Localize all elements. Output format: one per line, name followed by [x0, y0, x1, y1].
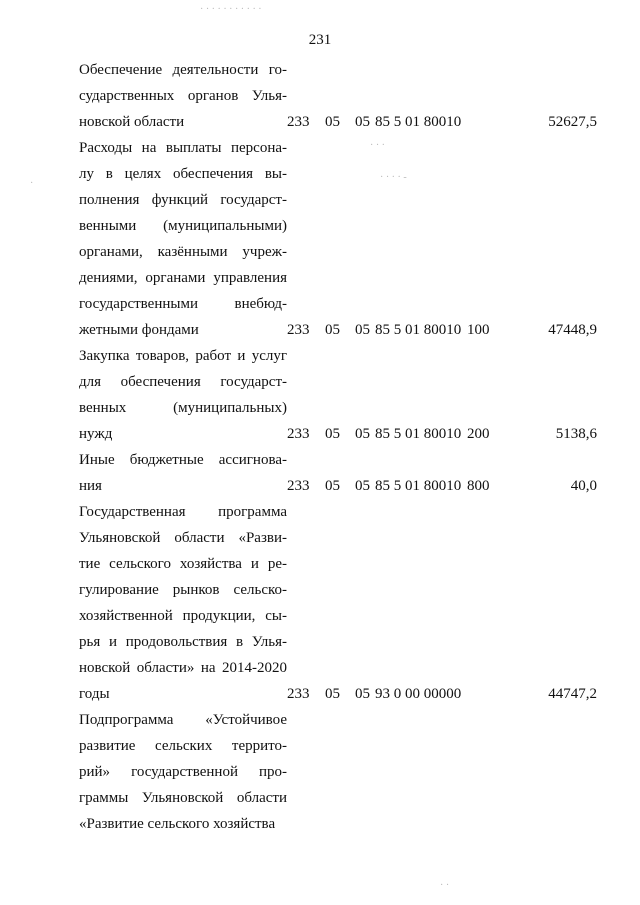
ministry-code: 233 — [287, 114, 310, 130]
row-description — [79, 707, 287, 837]
description-line: гулирование рынков сельско- — [79, 582, 287, 598]
description-line: сударственных органов Улья- — [79, 88, 287, 104]
section-code — [325, 707, 355, 837]
description-line: нужд — [79, 426, 113, 442]
description-line: государственными внебюд- — [79, 296, 287, 312]
scan-artifact: · · · — [370, 140, 385, 151]
subsection-code: 05 — [355, 322, 370, 338]
section-code: 05 — [325, 478, 340, 494]
row-description — [79, 135, 287, 343]
amount: 47448,9 — [548, 322, 597, 338]
section-code: 05 — [325, 426, 340, 442]
table-row — [79, 343, 597, 447]
row-description — [79, 343, 287, 447]
expense-type-code — [467, 499, 507, 707]
subsection-code: 05 — [355, 426, 370, 442]
amount: 40,0 — [570, 478, 597, 494]
amount: 44747,2 — [548, 686, 597, 702]
amount: 5138,6 — [555, 426, 597, 442]
target-article-code: 93 0 00 00000 — [375, 686, 462, 702]
ministry-code: 233 — [287, 686, 310, 702]
scan-artifact: · · · · · · · · · · · — [200, 4, 262, 15]
description-line: венными (муниципальными) — [79, 218, 287, 234]
description-line: ния — [79, 478, 102, 494]
expense-type-code: 200 — [467, 426, 490, 442]
expense-type-code: 100 — [467, 322, 490, 338]
description-line: Государственная программа — [79, 504, 287, 520]
target-article-code: 85 5 01 80010 — [375, 114, 462, 130]
description-line: Обеспечение деятельности го- — [79, 62, 287, 78]
description-line: годы — [79, 686, 110, 702]
description-line: органами, казёнными учреж- — [79, 244, 287, 260]
target-article-code — [375, 707, 467, 837]
table-row — [79, 707, 597, 837]
description-line: Закупка товаров, работ и услуг — [79, 348, 287, 364]
budget-table — [79, 57, 597, 837]
description-line: тие сельского хозяйства и ре- — [79, 556, 287, 572]
table-row — [79, 135, 597, 343]
ministry-code: 233 — [287, 478, 310, 494]
row-description — [79, 57, 287, 135]
section-code: 05 — [325, 322, 340, 338]
target-article-code: 85 5 01 80010 — [375, 478, 462, 494]
scan-artifact: · · · · - — [380, 172, 407, 183]
page-number: 231 — [308, 32, 332, 48]
description-line: лу в целях обеспечения вы- — [79, 166, 287, 182]
budget-table-body — [79, 57, 597, 837]
description-line: граммы Ульяновской области — [79, 790, 287, 806]
description-line: хозяйственной продукции, сы- — [79, 608, 287, 624]
expense-type-code — [467, 57, 507, 135]
scan-artifact: · · — [440, 880, 450, 891]
description-line: Расходы на выплаты персона- — [79, 140, 287, 156]
row-description — [79, 499, 287, 707]
expense-type-code — [467, 707, 507, 837]
table-row — [79, 499, 597, 707]
amount — [507, 707, 597, 837]
description-line: Иные бюджетные ассигнова- — [79, 452, 287, 468]
table-row — [79, 447, 597, 499]
amount: 52627,5 — [548, 114, 597, 130]
subsection-code: 05 — [355, 686, 370, 702]
description-line: развитие сельских террито- — [79, 738, 287, 754]
expense-type-code: 800 — [467, 478, 490, 494]
ministry-code: 233 — [287, 426, 310, 442]
ministry-code — [287, 707, 325, 837]
target-article-code: 85 5 01 80010 — [375, 322, 462, 338]
description-line: для обеспечения государст- — [79, 374, 287, 390]
scan-artifact: · — [30, 178, 34, 189]
table-row — [79, 57, 597, 135]
description-line: Ульяновской области «Разви- — [79, 530, 287, 546]
description-line: новской области» на 2014-2020 — [79, 660, 287, 676]
row-description — [79, 447, 287, 499]
description-line: рий» государственной про- — [79, 764, 287, 780]
ministry-code: 233 — [287, 322, 310, 338]
section-code: 05 — [325, 686, 340, 702]
section-code: 05 — [325, 114, 340, 130]
description-line: полнения функций государст- — [79, 192, 287, 208]
target-article-code: 85 5 01 80010 — [375, 426, 462, 442]
description-line: рья и продовольствия в Улья- — [79, 634, 287, 650]
subsection-code — [355, 707, 375, 837]
description-line: дениями, органами управления — [79, 270, 287, 286]
subsection-code: 05 — [355, 114, 370, 130]
description-line: «Развитие сельского хозяйства — [79, 816, 276, 832]
description-line: венных (муниципальных) — [79, 400, 287, 416]
description-line: Подпрограмма «Устойчивое — [79, 712, 287, 728]
description-line: новской области — [79, 114, 185, 130]
description-line: жетными фондами — [79, 322, 199, 338]
subsection-code: 05 — [355, 478, 370, 494]
